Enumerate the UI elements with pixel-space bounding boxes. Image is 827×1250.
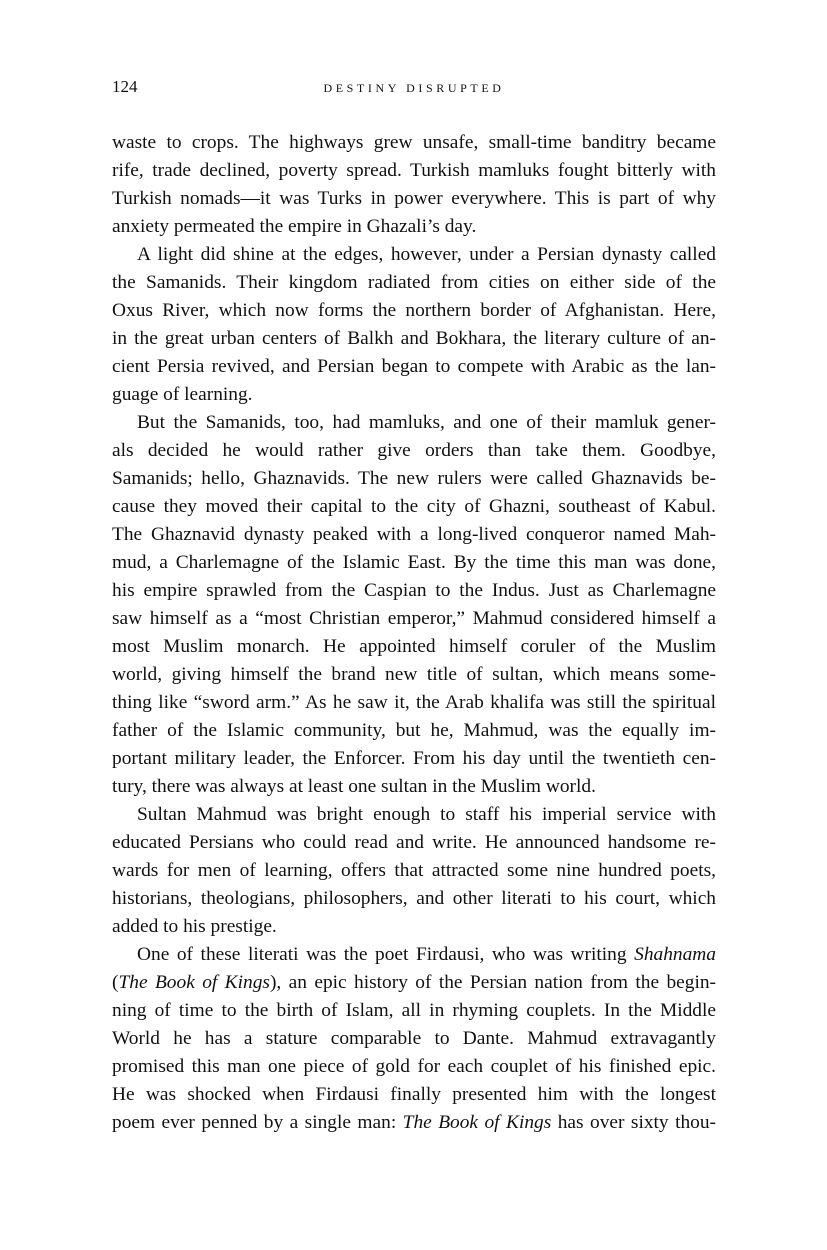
text-line: most Muslim monarch. He appointed himself coruler of the Muslim [112, 636, 716, 657]
text-line: The Ghaznavid dynasty peaked with a long-lived conqueror named Mah- [112, 524, 716, 545]
text-line: mud, a Charlemagne of the Islamic East. By the time this man was done, [112, 552, 716, 573]
text-line: tury, there was always at least one sultan in the Muslim world. [112, 776, 596, 797]
text-line: portant military leader, the Enforcer. From his day until the twentieth cen- [112, 748, 716, 769]
text-line: ning of time to the birth of Islam, all in rhyming couplets. In the Middle [112, 1000, 716, 1021]
text-line: waste to crops. The highways grew unsafe, small-time banditry became [112, 132, 716, 153]
body-text [112, 129, 716, 1137]
book-title-italic: The Book of Kings [118, 972, 270, 993]
text-line: historians, theologians, philosophers, and other literati to his court, which [112, 888, 716, 909]
text-line: the Samanids. Their kingdom radiated from cities on either side of the [112, 272, 716, 293]
text-line: promised this man one piece of gold for each couplet of his finished epic. [112, 1056, 716, 1077]
text-line: cause they moved their capital to the city of Ghazni, southeast of Kabul. [112, 496, 716, 517]
text-line: father of the Islamic community, but he, Mahmud, was the equally im- [112, 720, 716, 741]
text-line: World he has a stature comparable to Dante. Mahmud extravagantly [112, 1028, 716, 1049]
text-line: wards for men of learning, offers that attracted some nine hundred poets, [112, 860, 716, 881]
text-line: world, giving himself the brand new title of sultan, which means some- [112, 664, 716, 685]
page-header [112, 77, 716, 103]
running-head: DESTINY DISRUPTED [323, 81, 505, 95]
text-line: anxiety permeated the empire in Ghazali’s day. [112, 216, 477, 237]
text-line: als decided he would rather give orders than take them. Goodbye, [112, 440, 716, 461]
text-run: poem ever penned by a single man: [112, 1112, 403, 1133]
text-line: thing like “sword arm.” As he saw it, the Arab khalifa was still the spiritual [112, 692, 716, 713]
text-line: in the great urban centers of Balkh and Bokhara, the literary culture of an- [112, 328, 716, 349]
text-line [112, 969, 716, 997]
text-line: He was shocked when Firdausi finally presented him with the longest [112, 1084, 716, 1105]
text-line [112, 1109, 716, 1137]
text-line: Samanids; hello, Ghaznavids. The new rulers were called Ghaznavids be- [112, 468, 716, 489]
text-run: ), an epic history of the Persian nation from the begin- [269, 972, 716, 993]
text-line: saw himself as a “most Christian emperor,” Mahmud considered himself a [112, 608, 716, 629]
text-run: One of these literati was the poet Firdausi, who was writing [137, 944, 635, 965]
text-line: A light did shine at the edges, however, under a Persian dynasty called [137, 244, 716, 265]
text-line: Sultan Mahmud was bright enough to staff his imperial service with [137, 804, 716, 825]
text-line: added to his prestige. [112, 916, 277, 937]
text-run: has over sixty thou- [551, 1112, 716, 1133]
text-line: Turkish nomads—it was Turks in power everywhere. This is part of why [112, 188, 716, 209]
book-title-italic: The Book of Kings [402, 1112, 552, 1133]
text-run: ( [112, 972, 119, 993]
text-line: But the Samanids, too, had mamluks, and one of their mamluk gener- [137, 412, 716, 433]
text-line: rife, trade declined, poverty spread. Turkish mamluks fought bitterly with [112, 160, 716, 181]
text-line: guage of learning. [112, 384, 253, 405]
book-title-italic: Shahnama [634, 944, 716, 965]
page-number: 124 [112, 77, 138, 96]
text-line: cient Persia revived, and Persian began to compete with Arabic as the lan- [112, 356, 716, 377]
text-line: Oxus River, which now forms the northern border of Afghanistan. Here, [112, 300, 716, 321]
text-line [112, 941, 716, 969]
text-line: his empire sprawled from the Caspian to the Indus. Just as Charlemagne [112, 580, 716, 601]
text-line: educated Persians who could read and write. He announced handsome re- [112, 832, 716, 853]
